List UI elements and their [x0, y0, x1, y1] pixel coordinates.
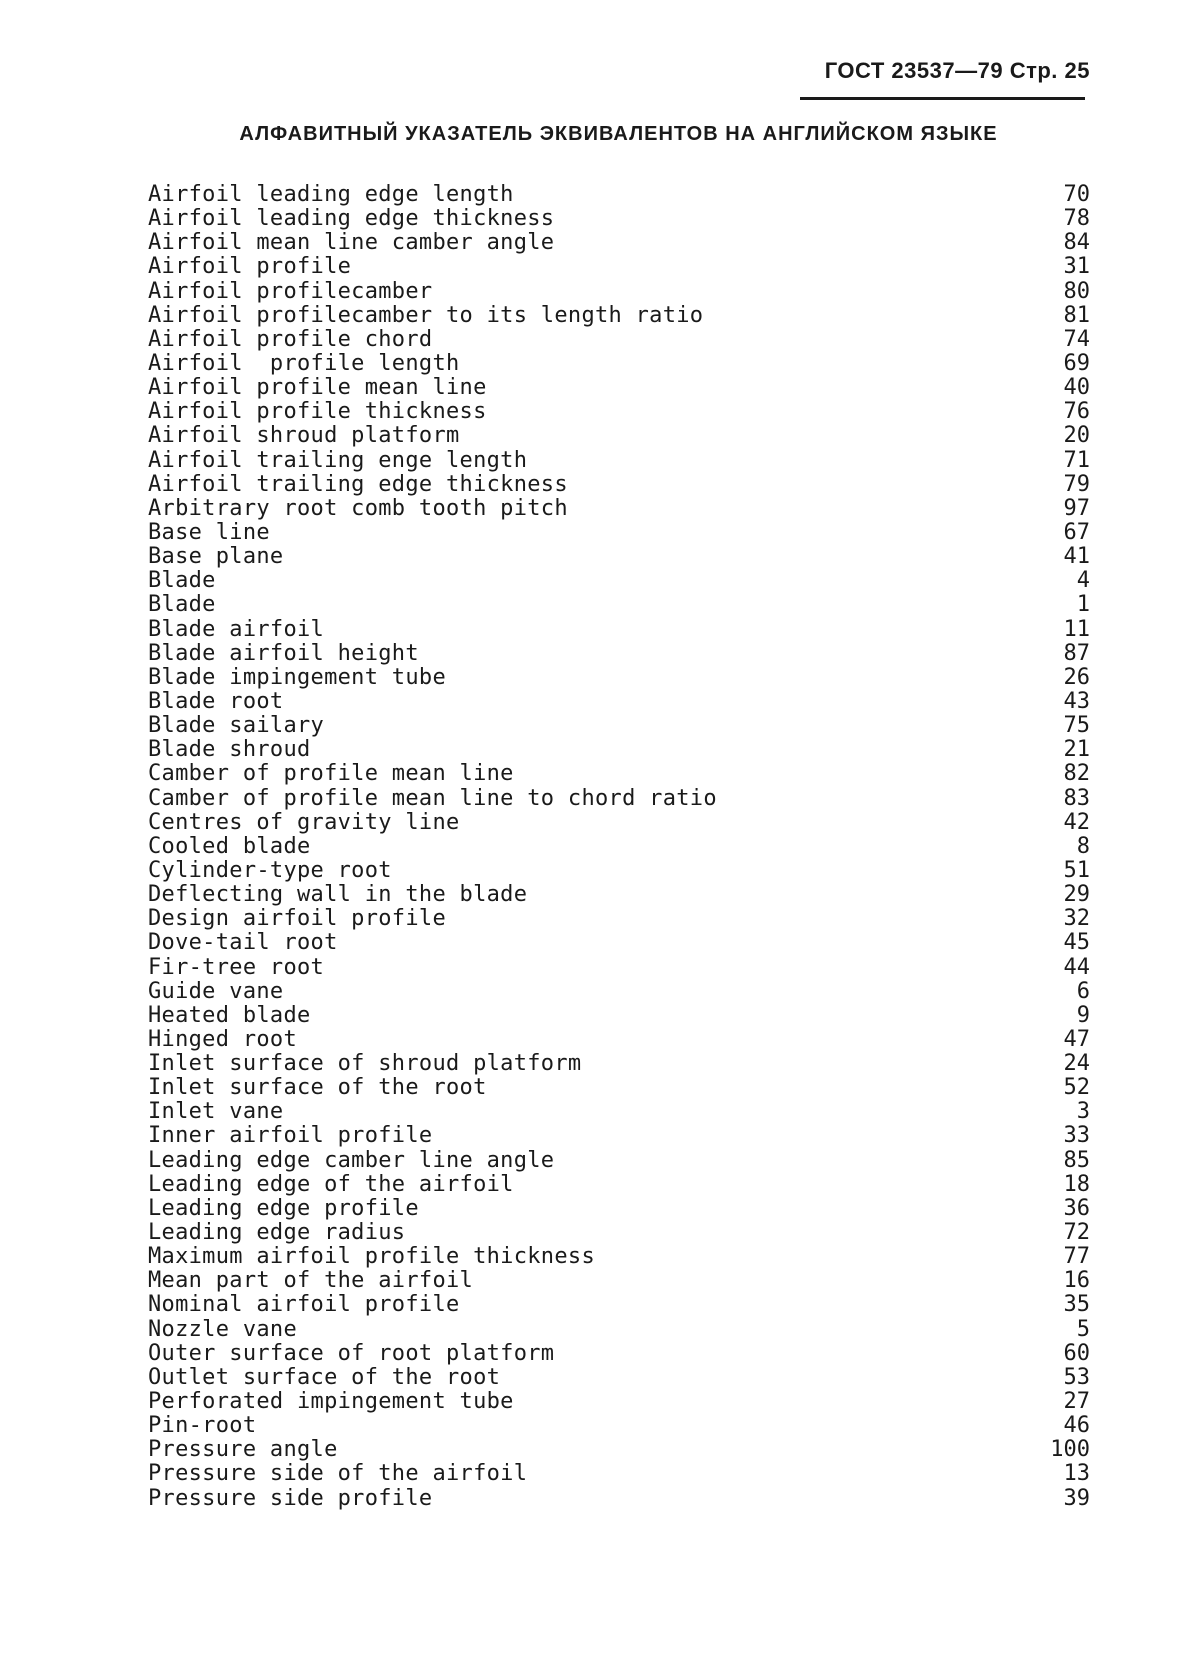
- index-term: Cylinder-type root: [148, 857, 392, 883]
- index-term-number: 47: [1063, 1026, 1090, 1052]
- index-term-number: 40: [1063, 375, 1090, 401]
- index-term-number: 21: [1063, 737, 1090, 763]
- index-entry: [148, 280, 1090, 304]
- index-term-number: 4: [1076, 568, 1090, 594]
- index-entry: [148, 811, 1090, 835]
- index-entry: [148, 1390, 1090, 1414]
- index-term-number: 1: [1076, 592, 1090, 618]
- header-rule: [800, 97, 1085, 100]
- index-term-number: 24: [1063, 1051, 1090, 1077]
- index-term-number: 46: [1063, 1413, 1090, 1439]
- index-term: Airfoil profile mean line: [148, 375, 487, 401]
- index-term: Airfoil profile: [148, 254, 352, 280]
- index-entry: [148, 231, 1090, 255]
- index-term: Airfoil shroud platform: [148, 423, 460, 449]
- index-term: Nominal airfoil profile: [148, 1292, 460, 1318]
- index-term: Airfoil leading edge length: [148, 182, 514, 207]
- index-entry: [148, 762, 1090, 786]
- index-term-number: 76: [1063, 399, 1090, 425]
- index-entry: [148, 1149, 1090, 1173]
- index-entry: [148, 497, 1090, 521]
- index-term: Airfoil trailing enge length: [148, 447, 528, 473]
- index-entry: [148, 1245, 1090, 1269]
- index-entry: [148, 1318, 1090, 1342]
- index-entry: [148, 1414, 1090, 1438]
- index-term: Blade: [148, 592, 216, 618]
- index-term-number: 75: [1063, 713, 1090, 739]
- index-term-number: 41: [1063, 544, 1090, 570]
- index-term-number: 69: [1063, 350, 1090, 376]
- index-term-number: 78: [1063, 206, 1090, 232]
- index-term-number: 79: [1063, 471, 1090, 497]
- index-term-number: 11: [1063, 616, 1090, 642]
- index-term: Blade shroud: [148, 737, 311, 763]
- index-term: Blade root: [148, 688, 284, 714]
- index-term: Leading edge camber line angle: [148, 1147, 555, 1173]
- index-term-number: 27: [1063, 1389, 1090, 1415]
- index-term: Camber of profile mean line to chord ratio: [148, 785, 717, 811]
- index-entry: [148, 1076, 1090, 1100]
- index-entry: [148, 1004, 1090, 1028]
- index-term: Pressure angle: [148, 1437, 338, 1463]
- index-term: Hinged root: [148, 1026, 297, 1052]
- index-term-number: 100: [1050, 1437, 1090, 1463]
- index-entry: [148, 931, 1090, 955]
- index-entry: [148, 207, 1090, 231]
- index-entry: [148, 690, 1090, 714]
- index-entry: [148, 593, 1090, 617]
- index-term: Airfoil profile length: [148, 350, 460, 376]
- index-term-number: 87: [1063, 640, 1090, 666]
- index-entry: [148, 473, 1090, 497]
- index-term-number: 20: [1063, 423, 1090, 449]
- index-entry: [148, 376, 1090, 400]
- index-term: Dove-tail root: [148, 930, 338, 956]
- index-entry: [148, 183, 1090, 207]
- index-term-number: 9: [1076, 1002, 1090, 1028]
- index-term-number: 16: [1063, 1268, 1090, 1294]
- index-term: Airfoil profile thickness: [148, 399, 487, 425]
- index-term-number: 97: [1063, 495, 1090, 521]
- index-entry: [148, 618, 1090, 642]
- index-term-number: 32: [1063, 906, 1090, 932]
- index-term: Blade impingement tube: [148, 664, 446, 690]
- index-term: Heated blade: [148, 1002, 311, 1028]
- index-entry: [148, 956, 1090, 980]
- index-entry: [148, 1462, 1090, 1486]
- index-term: Blade airfoil: [148, 616, 325, 642]
- index-term-number: 31: [1063, 254, 1090, 280]
- index-entry: [148, 1197, 1090, 1221]
- index-term-number: 45: [1063, 930, 1090, 956]
- index-entry: [148, 1342, 1090, 1366]
- index-term: Inlet surface of shroud platform: [148, 1051, 582, 1077]
- index-entry: [148, 1028, 1090, 1052]
- index-term: Arbitrary root comb tooth pitch: [148, 495, 568, 521]
- index-term-number: 26: [1063, 664, 1090, 690]
- index-term-number: 60: [1063, 1340, 1090, 1366]
- index-term: Airfoil leading edge thickness: [148, 206, 555, 232]
- index-entry: [148, 352, 1090, 376]
- index-term-number: 39: [1063, 1485, 1090, 1511]
- index-entry: [148, 642, 1090, 666]
- index-term: Pressure side profile: [148, 1485, 433, 1511]
- index-term-number: 67: [1063, 519, 1090, 545]
- index-entry: [148, 980, 1090, 1004]
- index-term: Pressure side of the airfoil: [148, 1461, 528, 1487]
- index-term-number: 36: [1063, 1195, 1090, 1221]
- index-term: Base line: [148, 519, 270, 545]
- index-term: Design airfoil profile: [148, 906, 446, 932]
- index-term: Airfoil trailing edge thickness: [148, 471, 568, 497]
- page-number: Стр. 25: [1009, 58, 1090, 83]
- index-term-number: 29: [1063, 882, 1090, 908]
- index-term: Leading edge profile: [148, 1195, 419, 1221]
- index-term: Blade: [148, 568, 216, 594]
- index-entry: [148, 400, 1090, 424]
- index-entry: [148, 1100, 1090, 1124]
- index-term-number: 43: [1063, 688, 1090, 714]
- index-term: Base plane: [148, 544, 284, 570]
- index-term-number: 81: [1063, 302, 1090, 328]
- index-term: Airfoil profile chord: [148, 326, 433, 352]
- index-term-number: 82: [1063, 761, 1090, 787]
- index-entry: [148, 255, 1090, 279]
- index-term: Centres of gravity line: [148, 809, 460, 835]
- index-term: Guide vane: [148, 978, 284, 1004]
- index-term-number: 74: [1063, 326, 1090, 352]
- index-entry: [148, 1052, 1090, 1076]
- index-entry: [148, 1293, 1090, 1317]
- index-entry: [148, 907, 1090, 931]
- index-term-number: 35: [1063, 1292, 1090, 1318]
- index-term-number: 13: [1063, 1461, 1090, 1487]
- index-term-number: 6: [1076, 978, 1090, 1004]
- index-term: Maximum airfoil profile thickness: [148, 1244, 595, 1270]
- index-entry: [148, 1487, 1090, 1511]
- index-term-number: 44: [1063, 954, 1090, 980]
- index-term: Airfoil profilecamber to its length ratio: [148, 302, 704, 328]
- index-term: Outlet surface of the root: [148, 1364, 501, 1390]
- index-term: Inner airfoil profile: [148, 1123, 433, 1149]
- document-designation: ГОСТ 23537—79: [824, 58, 1004, 83]
- index-entry: [148, 449, 1090, 473]
- index-list: [148, 183, 1090, 1511]
- index-term: Blade sailary: [148, 713, 325, 739]
- index-term-number: 53: [1063, 1364, 1090, 1390]
- index-term-number: 33: [1063, 1123, 1090, 1149]
- index-term: Inlet vane: [148, 1099, 284, 1125]
- index-term-number: 3: [1076, 1099, 1090, 1125]
- index-term-number: 42: [1063, 809, 1090, 835]
- page-header: [790, 58, 1090, 84]
- index-entry: [148, 569, 1090, 593]
- index-term: Cooled blade: [148, 833, 311, 859]
- index-entry: [148, 304, 1090, 328]
- index-entry: [148, 1173, 1090, 1197]
- index-term-number: 5: [1076, 1316, 1090, 1342]
- index-entry: [148, 1221, 1090, 1245]
- index-term: Airfoil profilecamber: [148, 278, 433, 304]
- index-term-number: 77: [1063, 1244, 1090, 1270]
- index-term: Deflecting wall in the blade: [148, 882, 528, 908]
- index-entry: [148, 738, 1090, 762]
- index-term: Leading edge of the airfoil: [148, 1171, 514, 1197]
- index-entry: [148, 1366, 1090, 1390]
- index-entry: [148, 1124, 1090, 1148]
- index-term: Blade airfoil height: [148, 640, 419, 666]
- index-term-number: 8: [1076, 833, 1090, 859]
- index-term: Perforated impingement tube: [148, 1389, 514, 1415]
- index-term: Leading edge radius: [148, 1220, 406, 1246]
- index-term-number: 84: [1063, 230, 1090, 256]
- index-entry: [148, 835, 1090, 859]
- page-title: АЛФАВИТНЫЙ УКАЗАТЕЛЬ ЭКВИВАЛЕНТОВ НА АНГЛИЙСКОМ ЯЗЫКЕ: [239, 123, 998, 145]
- index-entry: [148, 521, 1090, 545]
- index-term-number: 83: [1063, 785, 1090, 811]
- index-term: Nozzle vane: [148, 1316, 297, 1342]
- index-term: Pin-root: [148, 1413, 257, 1439]
- index-entry: [148, 714, 1090, 738]
- index-term: Airfoil mean line camber angle: [148, 230, 555, 256]
- index-term: Mean part of the airfoil: [148, 1268, 474, 1294]
- index-entry: [148, 545, 1090, 569]
- index-term-number: 80: [1063, 278, 1090, 304]
- index-term: Fir-tree root: [148, 954, 325, 980]
- index-term-number: 70: [1063, 182, 1090, 207]
- index-entry: [148, 424, 1090, 448]
- index-entry: [148, 787, 1090, 811]
- index-term-number: 52: [1063, 1075, 1090, 1101]
- index-entry: [148, 1269, 1090, 1293]
- index-term-number: 71: [1063, 447, 1090, 473]
- index-entry: [148, 859, 1090, 883]
- index-term: Inlet surface of the root: [148, 1075, 487, 1101]
- index-entry: [148, 328, 1090, 352]
- index-term-number: 72: [1063, 1220, 1090, 1246]
- index-term-number: 18: [1063, 1171, 1090, 1197]
- index-term-number: 51: [1063, 857, 1090, 883]
- index-entry: [148, 883, 1090, 907]
- index-term: Camber of profile mean line: [148, 761, 514, 787]
- index-term: Outer surface of root platform: [148, 1340, 555, 1366]
- index-entry: [148, 666, 1090, 690]
- index-term-number: 85: [1063, 1147, 1090, 1173]
- index-entry: [148, 1438, 1090, 1462]
